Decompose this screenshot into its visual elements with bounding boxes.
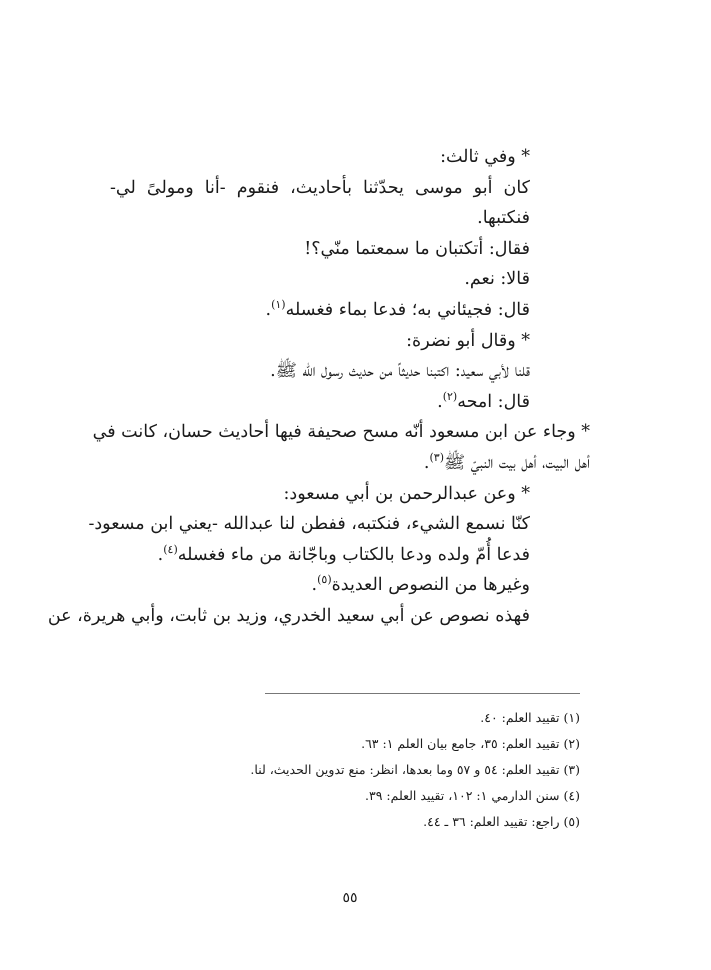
text-line: قالا: نعم. (464, 269, 530, 290)
period: . (265, 299, 272, 320)
footnote: (١) تقييد العلم: ٤٠. (480, 710, 580, 725)
period: . (157, 544, 164, 565)
text-line: فقال: أتكتبان ما سمعتما منّي؟! (304, 238, 530, 259)
quote-text: أهل البيت، أهل بيت النبيّ ﷺ (444, 452, 590, 473)
footnote: (٣) تقييد العلم: ٥٤ و ٥٧ وما بعدها، انظر: منع تدوين الحديث، لنا. (250, 762, 580, 777)
period: . (423, 452, 430, 473)
footnote: (٤) سنن الدارمي ١: ١٠٢، تقييد العلم: ٣٩. (365, 788, 580, 803)
text-line (110, 387, 590, 418)
text-line: * وعن عبدالرحمن بن أبي مسعود: (283, 483, 530, 504)
text-line: فهذه نصوص عن أبي سعيد الخدري، وزيد بن ثابت، وأبي هريرة، عن (47, 605, 530, 626)
text-line (110, 448, 590, 479)
footnote-divider (265, 693, 580, 694)
footnote-ref-4: (٤) (163, 542, 178, 556)
text-line: كنّا نسمع الشيء، فنكتبه، ففطن لنا عبدالله -يعني ابن مسعود- (88, 514, 530, 535)
footnote-ref-5: (٥) (317, 573, 332, 587)
text-line (110, 295, 590, 326)
text-line: قلنا لأبي سعيد: اكتبنا حديثاً من حديث رسول الله ﷺ. (270, 361, 530, 382)
period: . (311, 575, 318, 596)
text-line: فنكتبها. (477, 208, 530, 229)
text-line (110, 540, 590, 571)
quote-text: قال: فجيئاني به؛ فدعا بماء فغسله (285, 299, 530, 320)
footnote-ref-3: (٣) (429, 451, 445, 465)
quote-text: قال: امحه (457, 391, 530, 412)
main-text (47, 142, 590, 632)
text-line: كان أبو موسى يحدّثنا بأحاديث، فنقوم -أنا ومولىً لي- (110, 177, 530, 198)
footnote-ref-2: (٢) (442, 389, 458, 403)
page-number: ٥٥ (342, 890, 358, 906)
period: . (437, 391, 443, 412)
footnote: (٥) راجع: تقييد العلم: ٣٦ ـ ٤٤. (423, 814, 580, 829)
text-line (110, 570, 590, 601)
quote-text: وغيرها من النصوص العديدة (331, 575, 530, 596)
text-line: * وفي ثالث: (440, 147, 530, 167)
text-line: * وقال أبو نضرة: (406, 330, 530, 351)
footnote-ref-1: (١) (271, 298, 286, 312)
footnote: (٢) تقييد العلم: ٣٥، جامع بيان العلم ١: ٦٣. (361, 736, 580, 751)
quote-text: فدعا أُمّ ولده ودعا بالكتاب وباجّانة من ماء فغسله (177, 544, 530, 565)
footnotes (110, 705, 580, 835)
text-line: * وجاء عن ابن مسعود أنّه مسح صحيفة فيها أحاديث حسان، كانت في (92, 422, 590, 443)
